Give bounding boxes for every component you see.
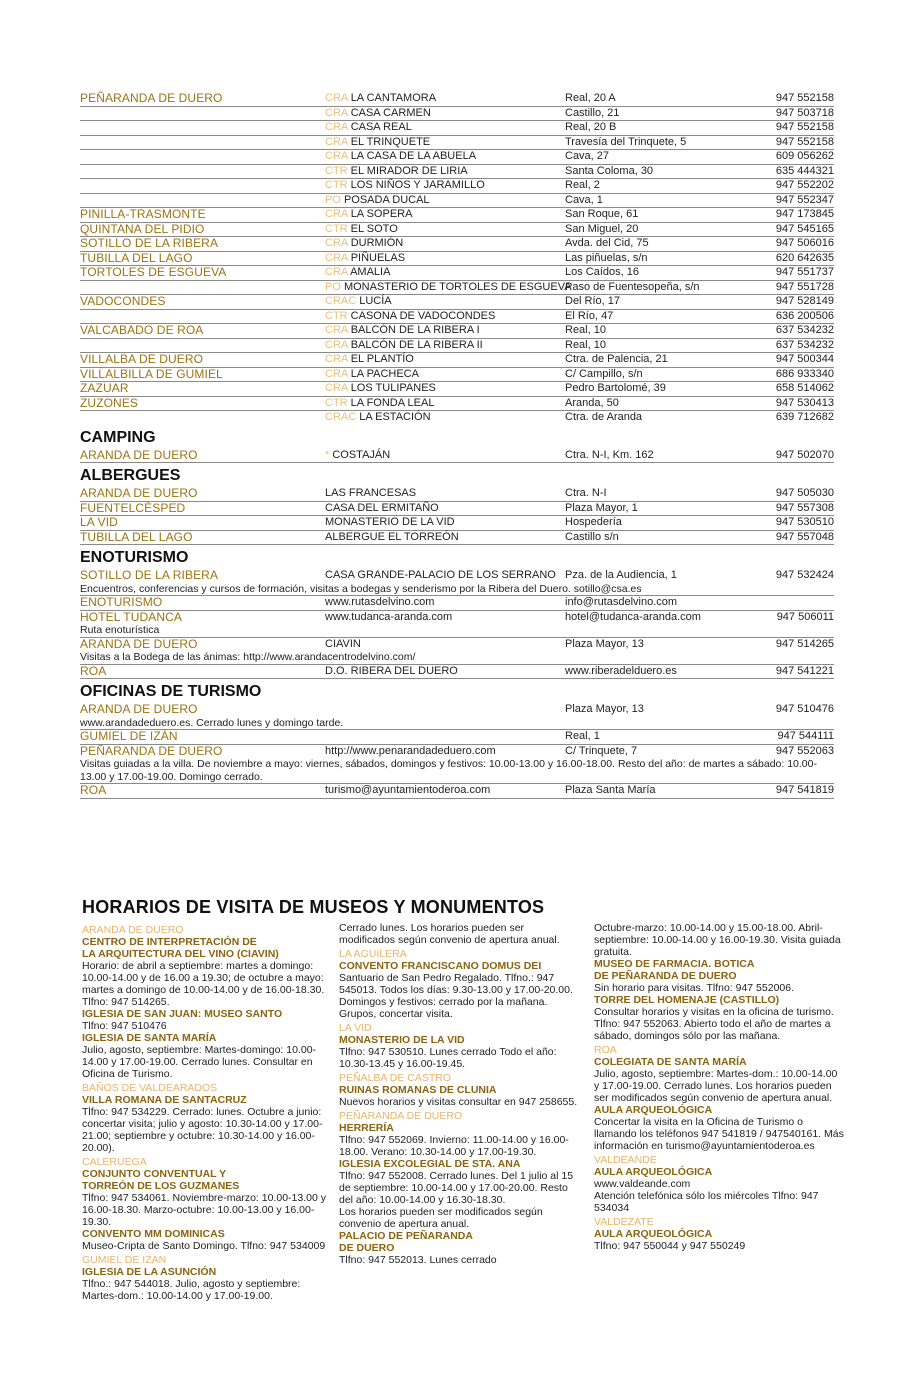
listing-location: PEÑARANDA DE DUERO — [80, 743, 223, 758]
listing-address: Travesía del Trinquete, 5 — [565, 135, 687, 148]
category-prefix: CRA — [325, 208, 351, 220]
monument-name: IGLESIA DE LA ASUNCIÓN — [82, 1266, 217, 1278]
listing-phone: 947 503718 — [775, 106, 834, 119]
listing-row — [80, 121, 834, 136]
listing-name: CRA LA CASA DE LA ABUELA — [325, 150, 477, 162]
listing-phone — [765, 596, 834, 610]
listing-location — [80, 165, 325, 179]
listing-name: PO POSADA DUCAL — [325, 193, 430, 206]
monument-name: RUINAS ROMANAS DE CLUNIA — [339, 1084, 497, 1096]
listing-address: Cava, 1 — [565, 193, 603, 206]
monument-info: Tlfno: 947 534061. Noviembre-marzo: 10.00-13.00 y 16.00-18.30. Marzo-octubre: 10.00-13.00 y 16.00-19.30. — [82, 1192, 326, 1228]
category-prefix: * — [325, 448, 333, 461]
listing-location: VILLALBA DE DUERO — [80, 352, 204, 366]
listing-address: Ctra. N-I, Km. 162 — [565, 448, 654, 461]
monument-info: www.valdeande.com — [594, 1178, 691, 1190]
listing-phone: 639 712682 — [775, 411, 834, 423]
listing-name: CIAVIN — [325, 637, 361, 650]
section-heading: OFICINAS DE TURISMO — [80, 683, 262, 700]
listing-address: Aranda, 50 — [565, 396, 619, 409]
category-prefix: CRA — [325, 121, 351, 133]
listing-row — [80, 638, 834, 652]
listing-location — [80, 121, 325, 135]
listing-address: Pza. de la Audiencia, 1 — [565, 569, 677, 581]
listing-address: San Roque, 61 — [565, 208, 639, 220]
listing-row — [80, 569, 834, 583]
listing-name: CRA EL TRINQUETE — [325, 135, 431, 148]
listing-address: El Río, 47 — [565, 309, 614, 322]
listing-phone: 947 514265 — [775, 637, 834, 650]
listing-row — [80, 745, 834, 759]
listing-phone: 947 552063 — [775, 744, 834, 757]
town-heading: PEÑALBA DE CASTRO — [339, 1072, 452, 1084]
monument-info: Julio, agosto, septiembre: Martes-domingo: 10.00-14.00 y 17.00-19.00. Cerrado lunes. Consultar en Oficina de Turismo. — [82, 1044, 317, 1080]
listing-address: www.riberadelduero.es — [565, 664, 677, 677]
listing-address: Santa Coloma, 30 — [565, 164, 654, 177]
listing-phone: 620 642635 — [775, 251, 834, 264]
listing-location: SOTILLO DE LA RIBERA — [80, 568, 219, 582]
listing-phone: 947 552202 — [775, 179, 834, 191]
listing-row — [80, 281, 834, 296]
listing-phone: 609 056262 — [775, 150, 834, 162]
listing-address: Cava, 27 — [565, 150, 610, 162]
listing-address: Los Caídos, 16 — [565, 266, 639, 278]
monument-info: Nuevos horarios y visitas consultar en 947 258655. — [339, 1096, 578, 1108]
town-heading: LA VID — [339, 1022, 372, 1034]
listing-note: Visitas guiadas a la villa. De noviembre a mayo: viernes, sábados, domingos y festivos: 10.00-13.00 y 16.00-18.00. Resto del año: de martes a sábado: 10.00-13.00 y 17.00-19.00. Domingo cerrado. — [80, 758, 834, 784]
listing-name: CRA LA CANTAMORA — [325, 92, 437, 104]
listing-name: http://www.penarandadeduero.com — [325, 744, 496, 757]
category-prefix: CRA — [325, 367, 351, 380]
listing-location — [80, 136, 325, 150]
listing-name: CRA PIÑUELAS — [325, 251, 406, 264]
listing-phone: 947 506016 — [775, 237, 834, 249]
monument-name: IGLESIA DE SANTA MARÍA — [82, 1032, 217, 1044]
listing-address: Ctra. de Aranda — [565, 411, 643, 423]
category-prefix: CRA — [325, 150, 351, 162]
monument-name: TORRE DEL HOMENAJE (CASTILLO) — [594, 994, 780, 1006]
listing-row — [80, 295, 834, 310]
category-prefix: CRA — [325, 353, 351, 365]
listing-phone: 635 444321 — [775, 164, 834, 177]
listing-name: CRAC LUCÍA — [325, 295, 392, 307]
listing-row — [80, 266, 834, 281]
listing-phone: 947 541221 — [775, 664, 834, 677]
listing-note: Ruta enoturística — [80, 624, 834, 638]
listing-location: HOTEL TUDANCA — [80, 609, 182, 624]
listing-address: Hospedería — [565, 516, 622, 528]
listing-address: Plaza Santa María — [565, 784, 656, 796]
listing-phone: 637 534232 — [775, 338, 834, 351]
listing-location: ROA — [80, 663, 107, 678]
monument-info: Consultar horarios y visitas en la oficina de turismo. Tlfno: 947 552063. Abierto todo el año de martes a sábado, domingos sólo por las mañana. — [594, 1006, 834, 1042]
listing-phone: 947 530413 — [775, 396, 834, 409]
listing-name: CTR LA FONDA LEAL — [325, 396, 435, 409]
monument-info: Tlfno: 947 530510. Lunes cerrado Todo el año: 10.30-13.45 y 16.00-19.45. — [339, 1046, 557, 1070]
monument-name: IGLESIA EXCOLEGIAL DE STA. ANA — [339, 1158, 521, 1170]
monument-name: CENTRO DE INTERPRETACIÓN DE LA ARQUITECTURA DEL VINO (CIAVIN) — [82, 936, 279, 960]
listing-address: Real, 20 B — [565, 121, 617, 133]
listing-phone: 947 502070 — [775, 448, 834, 461]
listing-note: Encuentros, conferencias y cursos de formación, visitas a bodegas y senderismo por la Ribera del Duero. sotillo@csa.es — [80, 583, 834, 597]
listing-address: Real, 10 — [565, 324, 606, 336]
category-prefix: CRA — [325, 266, 351, 278]
listing-address: Real, 10 — [565, 338, 606, 351]
listing-address: Castillo s/n — [565, 530, 619, 543]
listing-phone: 947 173845 — [775, 208, 834, 220]
category-prefix: CRA — [325, 382, 351, 394]
listing-row — [80, 382, 834, 397]
monument-info: Julio, agosto, septiembre: Martes-dom.: 10.00-14.00 y 17.00-19.00. Cerrado lunes. Los horarios pueden ser modificados según convenio de apertura anual. — [594, 1068, 838, 1104]
listing-location: GUMIEL DE IZÁN — [80, 729, 178, 743]
listing-location — [80, 194, 325, 208]
listing-row — [80, 502, 834, 517]
listing-phone: 947 552158 — [775, 135, 834, 148]
category-prefix: CRA — [325, 338, 351, 351]
category-prefix: CRA — [325, 324, 351, 336]
listing-location: ARANDA DE DUERO — [80, 447, 198, 462]
listing-phone: 947 530510 — [775, 516, 834, 528]
listing-name: CTR LOS NIÑOS Y JARAMILLO — [325, 179, 485, 191]
listing-phone: 947 532424 — [775, 569, 834, 581]
category-prefix: PO — [325, 193, 344, 206]
section-heading: ALBERGUES — [80, 467, 181, 484]
listing-note: Visitas a la Bodega de las ánimas: http://www.arandacentrodelvino.com/ — [80, 651, 834, 665]
listing-address: Real, 20 A — [565, 92, 616, 104]
listing-location: PEÑARANDA DE DUERO — [80, 91, 223, 105]
listing-phone: 947 541819 — [775, 784, 834, 796]
listing-phone: 947 552158 — [775, 121, 834, 133]
listing-row — [80, 487, 834, 502]
listing-name: CRA LA PACHECA — [325, 367, 419, 380]
monument-info: Tlfno: 947 514265. — [82, 996, 170, 1008]
category-prefix: CRA — [325, 106, 351, 119]
town-heading: CALERUEGA — [82, 1156, 147, 1168]
monument-name: VILLA ROMANA DE SANTACRUZ — [82, 1094, 247, 1106]
listing-name: CRAC LA ESTACIÓN — [325, 411, 431, 423]
monument-name: AULA ARQUEOLÓGICA — [594, 1166, 713, 1178]
listing-row — [80, 596, 834, 611]
category-prefix: CTR — [325, 164, 351, 177]
town-heading: ARANDA DE DUERO — [82, 924, 184, 936]
listing-location: ARANDA DE DUERO — [80, 486, 198, 500]
town-heading: PEÑARANDA DE DUERO — [339, 1110, 463, 1122]
town-heading: VALDEZATE — [594, 1216, 654, 1228]
listing-name: www.rutasdelvino.com — [325, 596, 435, 608]
monument-info: Santuario de San Pedro Regalado. Tlfno.: 947 545013. Todos los días: 9.30-13.00 y 17.00-20.00. Domingos y festivos: cerrado por la mañana. Grupos, concertar visita. — [339, 972, 573, 1020]
listing-address: Ctra. de Palencia, 21 — [565, 353, 668, 365]
listing-location: SOTILLO DE LA RIBERA — [80, 236, 219, 250]
category-prefix: CTR — [325, 396, 351, 409]
listing-row — [80, 411, 834, 425]
listing-row — [80, 223, 834, 238]
monument-info: Cerrado lunes. Los horarios pueden ser modificados según convenio de apertura anual. — [339, 922, 560, 946]
category-prefix: CTR — [325, 309, 351, 322]
town-heading: BAÑOS DE VALDEARADOS — [82, 1082, 218, 1094]
listing-phone: 947 552158 — [775, 92, 834, 104]
listing-phone: 947 528149 — [775, 295, 834, 307]
listing-name: CRA DURMIÓN — [325, 237, 404, 249]
listing-address: Plaza Mayor, 1 — [565, 501, 638, 514]
listing-name: CRA EL PLANTÍO — [325, 353, 414, 365]
listing-name: CRA LOS TULIPANES — [325, 382, 436, 394]
listing-location: FUENTELCÉSPED — [80, 500, 186, 515]
monument-info: Tlfno: 947 552013. Lunes cerrado — [339, 1254, 497, 1266]
category-prefix: CRAC — [325, 411, 360, 423]
listing-location — [80, 310, 325, 324]
category-prefix: CRA — [325, 237, 351, 249]
monument-name: MONASTERIO DE LA VID — [339, 1034, 465, 1046]
listing-phone: 947 500344 — [775, 353, 834, 365]
listing-name: www.tudanca-aranda.com — [325, 610, 453, 623]
listing-phone: 947 545165 — [775, 222, 834, 235]
listing-row — [80, 194, 834, 209]
category-prefix: CTR — [325, 222, 351, 235]
listing-address: Las piñuelas, s/n — [565, 251, 648, 264]
accommodation-listing — [80, 92, 834, 799]
monument-name: IGLESIA DE SAN JUAN: MUSEO SANTO — [82, 1008, 283, 1020]
listing-name: CRA LA SOPERA — [325, 208, 413, 220]
listing-name: D.O. RIBERA DEL DUERO — [325, 664, 458, 677]
monument-name: HERRERÍA — [339, 1122, 394, 1134]
listing-location: TUBILLA DEL LAGO — [80, 250, 193, 265]
listing-name: PO MONASTERIO DE TORTOLES DE ESGUEVA — [325, 280, 572, 293]
listing-name: MONASTERIO DE LA VID — [325, 516, 455, 528]
monument-info: Atención telefónica sólo los miércoles Tlfno: 947 534034 — [594, 1190, 819, 1214]
listing-row — [80, 165, 834, 180]
listing-address: Paso de Fuentesopeña, s/n — [565, 280, 700, 293]
listing-row — [80, 324, 834, 339]
listing-location — [80, 281, 325, 295]
monument-name: PALACIO DE PEÑARANDA DE DUERO — [339, 1230, 473, 1254]
listing-phone: 947 557308 — [775, 501, 834, 514]
monument-name: CONJUNTO CONVENTUAL Y TORREÓN DE LOS GUZMANES — [82, 1168, 240, 1192]
listing-name — [325, 703, 565, 717]
monument-info: Concertar la visita en la Oficina de Turismo o llamando los teléfonos 947 541819 / 947540161. Más información en turismo@ayuntamientoderoa.es — [594, 1116, 844, 1152]
monument-name: CONVENTO FRANCISCANO DOMUS DEI — [339, 960, 542, 972]
listing-row — [80, 665, 834, 680]
section-heading: CAMPING — [80, 428, 156, 446]
listing-location: ROA — [80, 783, 107, 797]
town-heading: VALDEANDE — [594, 1154, 657, 1166]
monument-info: Tlfno.: 947 544018. Julio, agosto y septiembre: Martes-dom.: 10.00-14.00 y 17.00-19.00. — [82, 1278, 301, 1302]
category-prefix: CRAC — [325, 295, 360, 307]
listing-phone: 637 534232 — [775, 324, 834, 336]
listing-phone: 947 551728 — [775, 280, 834, 293]
listing-location: LA VID — [80, 515, 118, 529]
listing-location — [80, 411, 325, 425]
listing-row — [80, 179, 834, 194]
listing-row — [80, 92, 834, 107]
listing-row — [80, 784, 834, 799]
listing-name: * COSTAJÁN — [325, 448, 391, 461]
monument-info: Los horarios pueden ser modificados según convenio de apertura anual. — [339, 1206, 543, 1230]
listing-location: ZAZUAR — [80, 381, 129, 395]
horarios-column-1 — [82, 922, 327, 1302]
listing-address: Del Río, 17 — [565, 295, 621, 307]
listing-name: LAS FRANCESAS — [325, 487, 417, 499]
listing-address: Real, 2 — [565, 179, 600, 191]
listing-row — [80, 339, 834, 354]
listing-name: CTR EL SOTO — [325, 222, 398, 235]
listing-location: ARANDA DE DUERO — [80, 702, 198, 716]
listing-row — [80, 449, 834, 464]
listing-name: CRA BALCÓN DE LA RIBERA I — [325, 324, 480, 336]
listing-location: VILLALBILLA DE GUMIEL — [80, 366, 223, 381]
listing-row — [80, 208, 834, 223]
listing-location — [80, 107, 325, 121]
monument-name: MUSEO DE FARMACIA. BOTICA DE PEÑARANDA DE DUERO — [594, 958, 755, 982]
listing-phone: 947 557048 — [775, 530, 834, 543]
listing-phone: 947 510476 — [775, 703, 834, 715]
category-prefix: CTR — [325, 179, 351, 191]
listing-row — [80, 730, 834, 745]
listing-phone: 658 514062 — [775, 382, 834, 394]
listing-name: CRA AMALIA — [325, 266, 391, 278]
town-heading: ROA — [594, 1044, 617, 1056]
town-heading: LA AGUILERA — [339, 948, 407, 960]
listing-row — [80, 252, 834, 267]
listing-location: ARANDA DE DUERO — [80, 636, 198, 651]
listing-name: ALBERGUE EL TORREÓN — [325, 530, 459, 543]
listing-location: QUINTANA DEL PIDIO — [80, 221, 205, 236]
listing-phone: 947 506011 — [776, 610, 834, 623]
listing-address: San Miguel, 20 — [565, 222, 639, 235]
listing-location: PINILLA-TRASMONTE — [80, 207, 206, 221]
monument-name: COLEGIATA DE SANTA MARÍA — [594, 1056, 747, 1068]
monument-info: Horario: de abril a septiembre: martes a domingo: 10.00-14.00 y de 16.00 a 19.30; de octubre a mayo: martes a domingo de 10.00-14.00 y de 16.00-18.30. — [82, 960, 325, 996]
listing-row — [80, 397, 834, 412]
listing-phone: 947 552347 — [775, 193, 834, 206]
listing-address: Plaza Mayor, 13 — [565, 703, 644, 715]
listing-address: Pedro Bartolomé, 39 — [565, 382, 666, 394]
listing-name: CRA CASA CARMEN — [325, 106, 431, 119]
listing-row — [80, 368, 834, 383]
monument-name: CONVENTO MM DOMINICAS — [82, 1228, 225, 1240]
listing-location: ENOTURISMO — [80, 595, 163, 609]
monument-name: AULA ARQUEOLÓGICA — [594, 1104, 713, 1116]
listing-name: CASA DEL ERMITAÑO — [325, 501, 439, 514]
listing-name: CTR CASONA DE VADOCONDES — [325, 309, 496, 322]
listing-phone: 636 200506 — [775, 309, 834, 322]
category-prefix: CRA — [325, 135, 351, 148]
horarios-column-2 — [339, 922, 579, 1266]
listing-phone: 686 933340 — [775, 367, 834, 380]
horarios-title: HORARIOS DE VISITA DE MUSEOS Y MONUMENTOS — [82, 897, 545, 917]
listing-address: Avda. del Cid, 75 — [565, 237, 649, 249]
listing-row — [80, 310, 834, 325]
listing-row — [80, 107, 834, 122]
monument-info: Tlfno: 947 550044 y 947 550249 — [594, 1240, 746, 1252]
monument-info: Tlfno: 947 552069. Invierno: 11.00-14.00 y 16.00-18.00. Verano: 10.30-14.00 y 17.00-19.30. — [339, 1134, 569, 1158]
horarios-column-3 — [594, 922, 844, 1252]
listing-name: CRA BALCÓN DE LA RIBERA II — [325, 338, 483, 351]
town-heading: GUMIEL DE IZAN — [82, 1254, 167, 1266]
listing-location: ZUZONES — [80, 395, 139, 410]
listing-location: VADOCONDES — [80, 294, 166, 308]
monument-info: Tlfno: 947 552008. Cerrado lunes. Del 1 julio al 15 de septiembre: 10.00-14.00 y 17.00-20.00. Resto del año: 10.00-14.00 y 16.30-18.30. — [339, 1170, 574, 1206]
listing-name: CTR EL MIRADOR DE LIRIA — [325, 164, 468, 177]
listing-phone: 947 551737 — [775, 266, 834, 278]
listing-row — [80, 150, 834, 165]
listing-name — [325, 730, 565, 744]
monument-info: Tlfno: 947 510476 — [82, 1020, 167, 1032]
listing-phone: 947 544111 — [777, 730, 834, 742]
listing-note: www.arandadeduero.es. Cerrado lunes y domingo tarde. — [80, 717, 834, 731]
listing-address: Plaza Mayor, 13 — [565, 637, 644, 650]
listing-row — [80, 703, 834, 717]
listing-address: Ctra. N-I — [565, 487, 607, 499]
listing-location — [80, 150, 325, 164]
listing-address: C/ Trinquete, 7 — [565, 744, 638, 757]
category-prefix: CRA — [325, 251, 351, 264]
category-prefix: CRA — [325, 92, 351, 104]
listing-row — [80, 531, 834, 546]
listing-location: TORTOLES DE ESGUEVA — [80, 265, 227, 279]
listing-location: TUBILLA DEL LAGO — [80, 529, 193, 544]
monument-info: Tlfno: 947 534229. Cerrado: lunes. Octubre a junio: concertar visita; julio y agosto: 10.30-14.00 y 17.00-21.00; septiembre y octubre: 10.30-14.00 y 16.00-20.00). — [82, 1106, 323, 1154]
listing-address: hotel@tudanca-aranda.com — [565, 610, 701, 623]
section-heading: ENOTURISMO — [80, 549, 189, 566]
listing-phone: 947 505030 — [775, 487, 834, 499]
listing-address: C/ Campillo, s/n — [565, 367, 643, 380]
listing-address: Castillo, 21 — [565, 106, 620, 119]
monument-info: Octubre-marzo: 10.00-14.00 y 15.00-18.00. Abril-septiembre: 10.00-14.00 y 16.00-19.30. Visita guiada gratuita. — [594, 922, 841, 958]
listing-row — [80, 136, 834, 151]
listing-location — [80, 179, 325, 193]
listing-row — [80, 611, 834, 625]
listing-location — [80, 339, 325, 353]
listing-name: CRA CASA REAL — [325, 121, 412, 133]
category-prefix: PO — [325, 280, 344, 293]
listing-row — [80, 237, 834, 252]
listing-name: turismo@ayuntamientoderoa.com — [325, 784, 491, 796]
monument-info: Museo-Cripta de Santo Domingo. Tlfno: 947 534009 — [82, 1240, 326, 1252]
listing-name: CASA GRANDE-PALACIO DE LOS SERRANO — [325, 569, 556, 581]
listing-address: info@rutasdelvino.com — [565, 596, 678, 608]
listing-address: Real, 1 — [565, 730, 600, 742]
monument-info: Sin horario para visitas. Tlfno: 947 552006. — [594, 982, 795, 994]
listing-location: VALCABADO DE ROA — [80, 323, 204, 337]
listing-row — [80, 516, 834, 531]
listing-row — [80, 353, 834, 368]
monument-name: AULA ARQUEOLÓGICA — [594, 1228, 713, 1240]
